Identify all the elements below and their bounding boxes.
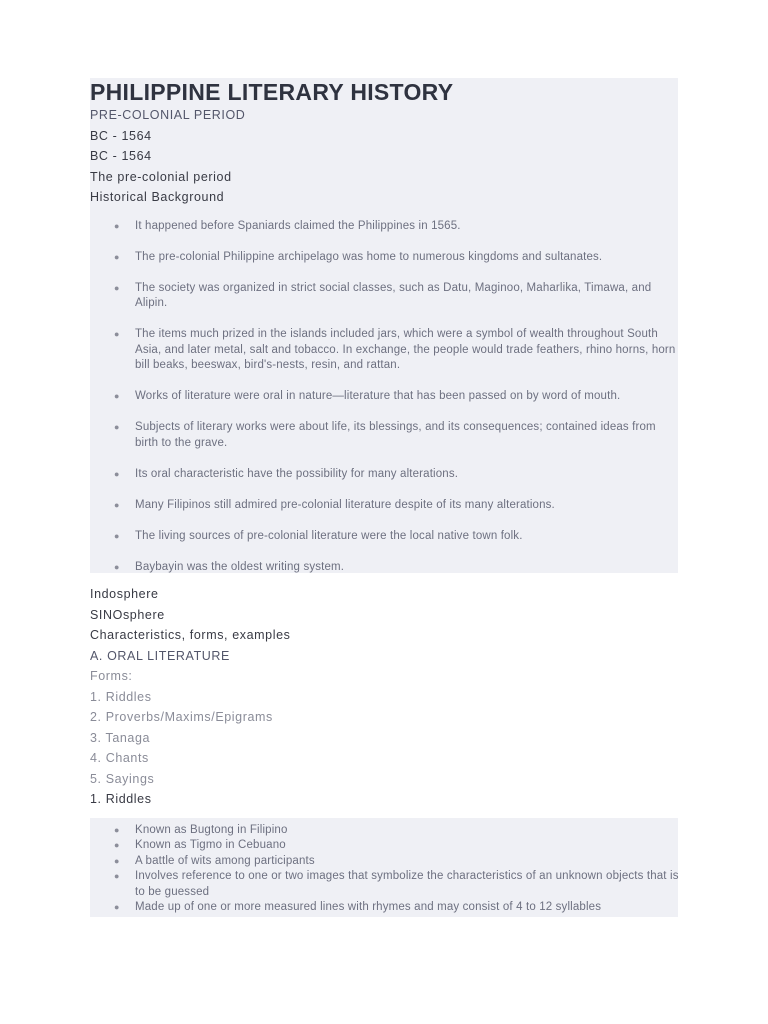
list-item: ● The society was organized in strict social classes, such as Datu, Maginoo, Maharlika, Timawa, and Alipin.: [114, 281, 652, 309]
bullet-icon: ●: [114, 530, 120, 541]
period-heading: PRE-COLONIAL PERIOD: [90, 108, 246, 122]
form-item: 4. Chants: [90, 751, 149, 765]
list-item: ● Involves reference to one or two images that symbolize the characteristics of an unknown objects that is to be guessed: [114, 870, 679, 898]
page-title: PHILIPPINE LITERARY HISTORY: [90, 79, 454, 105]
list-item: ● Known as Bugtong in Filipino: [90, 823, 680, 839]
bullet-icon: ●: [114, 561, 120, 572]
forms-label: Forms:: [90, 669, 133, 683]
list-item: ● Known as Tigmo in Cebuano: [90, 838, 680, 854]
list-item: ● Subjects of literary works were about life, its blessings, and its consequences; contained ideas from birth to the grave.: [114, 421, 656, 449]
date-range: BC - 1564: [90, 128, 152, 143]
bullet-icon: ●: [114, 871, 120, 881]
form-item: 2. Proverbs/Maxims/Epigrams: [90, 710, 273, 724]
bullet-icon: ●: [114, 840, 120, 850]
riddles-list: [90, 823, 680, 916]
oral-literature-heading: A. ORAL LITERATURE: [90, 648, 230, 663]
indosphere-label: Indosphere: [90, 587, 159, 601]
characteristics-heading: Characteristics, forms, examples: [90, 628, 291, 642]
bullet-icon: ●: [114, 855, 120, 866]
bullet-icon: ●: [114, 499, 120, 510]
bullet-icon: ●: [114, 251, 120, 262]
form-item: 1. Riddles: [90, 689, 152, 704]
history-list: [90, 219, 680, 576]
list-item: ● Made up of one or more measured lines with rhymes and may consist of 4 to 12 syllables: [90, 900, 680, 916]
list-item: ● It happened before Spaniards claimed the Philippines in 1565.: [90, 219, 680, 235]
bullet-icon: ●: [114, 220, 120, 231]
list-item: ● The pre-colonial Philippine archipelago was home to numerous kingdoms and sultanates.: [90, 250, 680, 266]
section-heading: Historical Background: [90, 190, 225, 204]
intro-text: The pre-colonial period: [90, 169, 232, 184]
list-item: ● The items much prized in the islands included jars, which were a symbol of wealth throughout South Asia, and later metal, salt and tobacco. In exchange, the people would trade feathers, rhino horns, horn bill beaks, beeswax, bird's-nests, resin, and rattan.: [114, 328, 676, 371]
list-item: ● The living sources of pre-colonial literature were the local native town folk.: [90, 529, 680, 545]
bullet-icon: ●: [114, 824, 120, 835]
list-item: ● Works of literature were oral in nature—literature that has been passed on by word of mouth.: [90, 389, 680, 405]
document-body: [90, 78, 680, 916]
list-item: ● Many Filipinos still admired pre-colonial literature despite of its many alterations.: [90, 498, 680, 514]
riddles-heading: 1. Riddles: [90, 792, 152, 806]
sinosphere-label: SINOsphere: [90, 607, 165, 622]
list-item: ● Baybayin was the oldest writing system.: [90, 560, 680, 576]
bullet-icon: ●: [114, 329, 120, 339]
date-range: BC - 1564: [90, 149, 152, 163]
list-item: ● A battle of wits among participants: [90, 854, 680, 870]
list-item: ● Its oral characteristic have the possibility for many alterations.: [90, 467, 680, 483]
bullet-icon: ●: [114, 422, 120, 432]
bullet-icon: ●: [114, 282, 120, 293]
bullet-icon: ●: [114, 902, 120, 912]
form-item: 3. Tanaga: [90, 730, 151, 745]
form-item: 5. Sayings: [90, 771, 155, 786]
bullet-icon: ●: [114, 391, 120, 401]
bullet-icon: ●: [114, 468, 120, 479]
